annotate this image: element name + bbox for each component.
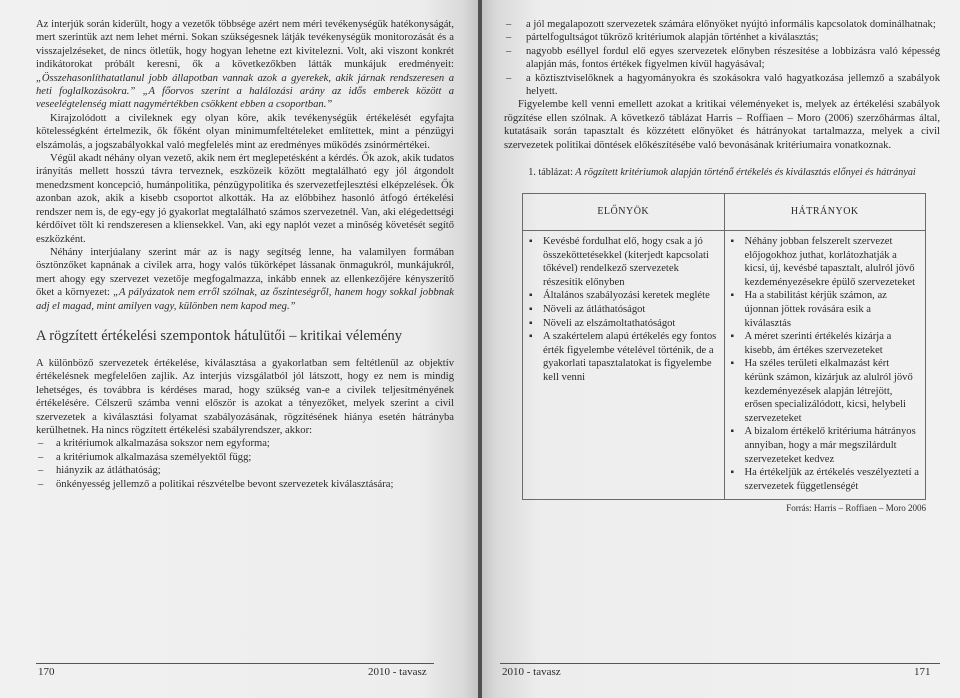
issue-label: 2010 - tavasz: [502, 666, 561, 678]
footer-rule: [500, 663, 940, 664]
list-item: – pártelfogultságot tükröző kritériumok alapján történhet a kiválasztás;: [504, 31, 940, 44]
footer-rule: [36, 663, 434, 664]
left-column: [36, 18, 454, 491]
list-item: ▪ Növeli az elszámoltathatóságot: [529, 317, 718, 331]
list-item: – a kritériumok alkalmazása sokszor nem egyforma;: [36, 437, 454, 450]
list-item: – nagyobb eséllyel fordul elő egyes szervezetek előnyben részesítése a lobbizásra való képesség alapján más, fontos értékek figyelmen kívül hagyásával;: [504, 45, 940, 72]
quote: „Összehasonlíthatatlanul jobb állapotban vannak azok a gyerekek, akik járnak rendszeresen a heti foglalkozásokra.”: [36, 72, 454, 98]
right-column: [504, 18, 940, 516]
comparison-table: [522, 193, 926, 500]
list-item: ▪ Növeli az átláthatóságot: [529, 303, 718, 317]
paragraph: Az interjúk során kiderült, hogy a vezetők többsége azért nem méri tevékenységük hatékonyságát, mert szerintük azt nem lehet mérni. Sokan szükségesnek látják tevékenységük monitorozását és a visszajelzéseket, de nincs ötletük, hogy hogyan lehetne ezt kivitelezni. Volt, aki viszont konkrét indikátorokat próbált keresni, ők a következőkben látták munkájuk eredményeit: „Összehasonlíthatatlanul jobb állapotban vannak azok a gyerekek, akik járnak rendszeresen a heti foglalkozásokra.” „A főorvos szerint a halálozási arány az idős emberek között a veseelégtelenség miatt nagymértékben csökkent ebben a csoportban.”: [36, 19, 454, 111]
list-item: ▪ A bizalom értékelő kritériuma hátrányos annyiban, hogy a már megszilárdult szervezeteket kedvez: [731, 425, 920, 466]
list-item: – a kritériumok alkalmazása személyektől függ;: [36, 451, 454, 464]
list-item: ▪ Általános szabályozási keretek megléte: [529, 289, 718, 303]
list-item: ▪ Ha a stabilitást kérjük számon, az újonnan jöttek rovására esik a kiválasztás: [731, 289, 920, 330]
quote: „A pályázatok nem erről szólnak, az őszinteségről, hanem hogy sokkal jobbnak adj el magad, mint amilyen vagy, különben nem kapod meg.”: [36, 287, 454, 312]
pros-cell: [523, 231, 725, 500]
paragraph: Végül akadt néhány olyan vezető, akik nem ért meglepetésként a kérdés. Ők azok, akik tudatos irányítás mellett hosszú távra terveznek, eszközeik között megtalálható egy jól átgondolt menedzsment koncepció, humánpolitika, pénzügypolitika és szervezetfejlesztési elképzelések. Ők azonban azok, akik a kisebb csoportot alkották. Ha az előbbihez hasonló átfogó értékelési rendszer nem is, de egy-egy jó gyakorlat megtalálható számos szervezetnél. Van, aki elégedettségi kérdőívet tölt ki rendszeresen a kliensekkel. Van, aki egy naplót vezet a minőség követését segítő eszközként.: [36, 153, 454, 245]
list-item: – a jól megalapozott szervezetek számára előnyöket nyújtó informális kapcsolatok dominálhatnak;: [504, 18, 940, 31]
page-number: 170: [38, 666, 55, 678]
table-caption: 1. táblázat: A rögzített kritériumok alapján történő értékelés és kiválasztás előnyei és hátrányai: [528, 167, 916, 179]
list-item: ▪ Ha értékeljük az értékelés veszélyeztetí a szervezetek függetlenségét: [731, 466, 920, 493]
list-item: – önkényesség jellemző a politikai részvételbe bevont szervezetek kiválasztására;: [36, 478, 454, 491]
paragraph: A különböző szervezetek értékelése, kiválasztása a gyakorlatban sem feltétlenül az objektív értékelésnek megfelelően zajlik. Az interjús vizsgálatból jól látszott, hogy ez nem is mindig lehetséges, és továbbra is kérdéses marad, hogy szükség van-e a civilek teljesítményének értékelésére. Célszerű számba venni először is azokat a tényezőket, melyek szerint a civil szervezetek a kiválasztási folyamat szabályozásának, rögzítésének hiánya esetén hátrányba kerülhetnek. Ha nincs rögzített értékelési szabályrendszer, akkor:: [36, 357, 454, 436]
paragraph: Néhány interjúalany szerint már az is nagy segítség lenne, ha valamilyen formában ösztönzőket kapnának a civilek arra, hogy valós tükörképet lássanak önmagukról, munkájukról, mert ahogy egy szervezet vezetője megfogalmazza, inkább ennek az ellenkezőjére kényszerítő őket a környezet: „A pályázatok nem erről szólnak, az őszinteségről, hanem hogy sokkal jobbnak adj el magad, mint amilyen vagy, különben nem kapod meg.”: [36, 246, 454, 312]
paragraph: Kirajzolódott a civileknek egy olyan köre, akik tevékenységük értékelését egyfajta kötelességként értelmezik, ők főként olyan minimumfeltételeket említettek, mint a pénzügyi elszámolás, a jogszabályokkal való megfelelés mint az eredményes működés zsinórmértékei.: [36, 112, 454, 151]
list-item: ▪ A méret szerinti értékelés kizárja a kisebb, ám értékes szervezeteket: [731, 330, 920, 357]
quote: „A főorvos szerint a halálozási arány az idős emberek között a veseelégtelenség miatt nagymértékben csökkent ebben a csoportban.”: [36, 86, 454, 111]
list-item: ▪ Néhány jobban felszerelt szervezet előjogokhoz juthat, korlátozhatják a kicsi, új, kevésbé tapasztalt, alulról jövő kezdeményezésekre épülő szervezeteket: [731, 235, 920, 289]
right-page: [482, 0, 960, 698]
left-page: [0, 0, 478, 698]
column-header-cons: HÁTRÁNYOK: [724, 194, 926, 231]
dash-list: [504, 18, 940, 98]
list-item: ▪ A szakértelem alapú értékelés egy fontos érték figyelembe vételével történik, de a gyakorlati tapasztalatokat is figyelembe kell venni: [529, 330, 718, 384]
issue-label: 2010 - tavasz: [368, 666, 427, 678]
list-item: ▪ Ha széles területi elkalmazást kért kérünk számon, kizárjuk az alulról jövő kezdeményezések alapján létrejött, erősen specializálódott, kicsi, helybeli szervezeteket: [731, 357, 920, 425]
list-item: ▪ Kevésbé fordulhat elő, hogy csak a jó összeköttetésekkel (kiterjedt kapcsolati tőkével) rendelkező szervezetek részesítik előnyben: [529, 235, 718, 289]
list-item: – hiányzik az átláthatóság;: [36, 464, 454, 477]
column-header-pros: ELŐNYÖK: [523, 194, 725, 231]
cons-cell: [724, 231, 926, 500]
paragraph: Figyelembe kell venni emellett azokat a kritikai véleményeket is, melyek az értékelési szabályok rögzítése ellen szólnak. A következő táblázat Harris – Roffiaen – Moro (2006) szerzőhármas által, kutatásaik során tapasztalt és közzétett előnyöket és hátrányokat tartalmazza, melyek a civil szervezetek politikai döntések előkészítésébe való bevonásának kritériumaira vonatkoznak.: [504, 99, 940, 151]
dash-list: [36, 437, 454, 491]
list-item: – a köztisztviselőknek a hagyományokra és szokásokra való hagyatkozása jellemző a szabályok helyett.: [504, 72, 940, 99]
section-heading: A rögzített értékelési szempontok hátulütői – kritikai vélemény: [36, 327, 403, 344]
page-number: 171: [914, 666, 931, 678]
table-source: Forrás: Harris – Roffiaen – Moro 2006: [786, 503, 926, 514]
